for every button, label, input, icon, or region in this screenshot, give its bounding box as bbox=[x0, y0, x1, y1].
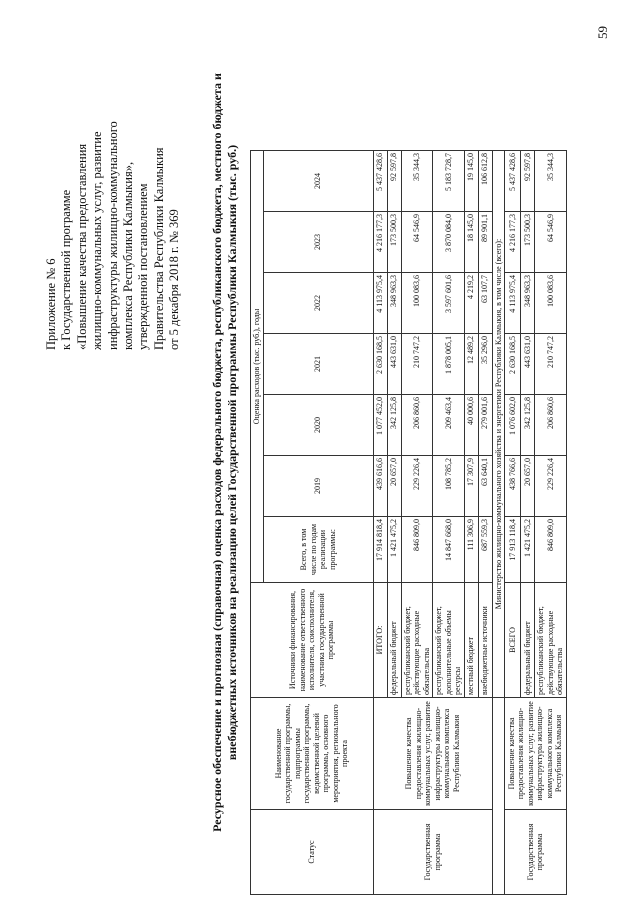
header-year: 2022 bbox=[263, 273, 373, 334]
source-cell: местный бюджет bbox=[464, 583, 478, 698]
appendix-line: «Повышение качества предоставления bbox=[74, 143, 89, 350]
value-cell: 3 597 601,6 bbox=[433, 273, 465, 334]
appendix-block bbox=[44, 20, 183, 350]
value-cell: 20 657,0 bbox=[387, 456, 401, 517]
value-cell: 687 559,3 bbox=[478, 517, 492, 583]
value-cell: 348 963,3 bbox=[387, 273, 401, 334]
value-cell: 1 076 602,0 bbox=[505, 395, 521, 456]
value-cell: 35 344,3 bbox=[535, 151, 567, 212]
header-year: 2023 bbox=[263, 212, 373, 273]
value-cell: 64 546,9 bbox=[401, 212, 433, 273]
appendix-line: комплекса Республики Калмыкия», bbox=[121, 161, 136, 350]
title-line: внебюджетных источников на реализацию целей Государственной программы Республики Калмыкия (тыс. руб.) bbox=[225, 144, 239, 761]
value-cell: 342 125,8 bbox=[387, 395, 401, 456]
source-cell: федеральный бюджет bbox=[521, 583, 535, 698]
value-cell: 846 809,0 bbox=[401, 517, 433, 583]
header-total: Всего, в том числе по годам реализации программы: bbox=[263, 517, 373, 583]
document-title bbox=[210, 0, 240, 905]
appendix-line: к Государственной программе bbox=[59, 189, 74, 350]
value-cell: 348 963,3 bbox=[521, 273, 535, 334]
value-cell: 846 809,0 bbox=[535, 517, 567, 583]
value-cell: 443 631,0 bbox=[521, 334, 535, 395]
source-cell: республиканский бюджет, действующие расходные обязательства bbox=[535, 583, 567, 698]
appendix-line: утвержденной постановлением bbox=[136, 183, 151, 350]
value-cell: 443 631,0 bbox=[387, 334, 401, 395]
value-cell: 40 000,6 bbox=[464, 395, 478, 456]
table-row bbox=[505, 151, 521, 895]
source-cell: республиканский бюджет, дополнительные объемы ресурсы bbox=[433, 583, 465, 698]
table-row bbox=[373, 151, 387, 895]
resource-table-wrap bbox=[250, 150, 567, 895]
value-cell: 111 306,9 bbox=[464, 517, 478, 583]
value-cell: 64 546,9 bbox=[535, 212, 567, 273]
value-cell: 17 914 818,4 bbox=[373, 517, 387, 583]
status-cell: Государственная программа bbox=[373, 810, 492, 895]
appendix-line: жилищно-коммунальных услуг, развитие bbox=[90, 131, 105, 350]
value-cell: 4 216 177,3 bbox=[505, 212, 521, 273]
value-cell: 438 766,6 bbox=[505, 456, 521, 517]
value-cell: 4 113 975,4 bbox=[505, 273, 521, 334]
value-cell: 106 612,8 bbox=[478, 151, 492, 212]
source-cell: федеральный бюджет bbox=[387, 583, 401, 698]
program-name-cell: Повышение качества предоставления жилищно-коммунальных услуг, развитие инфраструктуры жилищно-коммунального комплекса Республики Калмыкия bbox=[373, 698, 492, 810]
header-year: 2020 bbox=[263, 395, 373, 456]
value-cell: 17 913 118,4 bbox=[505, 517, 521, 583]
title-line: Ресурсное обеспечение и прогнозная (справочная) оценка расходов федерального бюджета, республиканского бюджета, местного бюджета и bbox=[210, 73, 224, 832]
value-cell: 108 785,2 bbox=[433, 456, 465, 517]
value-cell: 1 878 005,1 bbox=[433, 334, 465, 395]
appendix-line: от 5 декабря 2018 г. № 369 bbox=[167, 209, 182, 350]
page-number: 59 bbox=[595, 26, 610, 39]
value-cell: 5 183 728,7 bbox=[433, 151, 465, 212]
value-cell: 89 901,1 bbox=[478, 212, 492, 273]
source-cell: ВСЕГО bbox=[505, 583, 521, 698]
value-cell: 210 747,2 bbox=[401, 334, 433, 395]
value-cell: 63 640,1 bbox=[478, 456, 492, 517]
value-cell: 18 145,0 bbox=[464, 212, 478, 273]
value-cell: 35 344,3 bbox=[401, 151, 433, 212]
header-status: Статус bbox=[251, 810, 374, 895]
value-cell: 20 657,0 bbox=[521, 456, 535, 517]
value-cell: 342 125,8 bbox=[521, 395, 535, 456]
value-cell: 4 216 177,3 bbox=[373, 212, 387, 273]
value-cell: 206 860,6 bbox=[401, 395, 433, 456]
value-cell: 173 500,3 bbox=[521, 212, 535, 273]
appendix-line: Правительства Республики Калмыкия bbox=[151, 147, 166, 350]
value-cell: 2 630 168,5 bbox=[373, 334, 387, 395]
source-cell: ИТОГО: bbox=[373, 583, 387, 698]
value-cell: 63 107,7 bbox=[478, 273, 492, 334]
value-cell: 92 597,8 bbox=[387, 151, 401, 212]
value-cell: 279 001,6 bbox=[478, 395, 492, 456]
value-cell: 229 226,4 bbox=[401, 456, 433, 517]
value-cell: 1 421 475,2 bbox=[387, 517, 401, 583]
value-cell: 14 847 668,0 bbox=[433, 517, 465, 583]
value-cell: 19 145,0 bbox=[464, 151, 478, 212]
value-cell: 92 597,8 bbox=[521, 151, 535, 212]
value-cell: 5 437 428,6 bbox=[373, 151, 387, 212]
value-cell: 12 489,2 bbox=[464, 334, 478, 395]
value-cell: 3 870 084,0 bbox=[433, 212, 465, 273]
value-cell: 209 463,4 bbox=[433, 395, 465, 456]
source-cell: республиканский бюджет, действующие расходные обязательства bbox=[401, 583, 433, 698]
resource-table bbox=[250, 150, 567, 895]
value-cell: 5 437 428,6 bbox=[505, 151, 521, 212]
value-cell: 17 307,9 bbox=[464, 456, 478, 517]
header-year: 2019 bbox=[263, 456, 373, 517]
value-cell: 206 860,6 bbox=[535, 395, 567, 456]
header-source: Источники финансирования, наименование ответственного исполнителя, соисполнителя, участника государственной программы bbox=[251, 583, 374, 698]
ministry-blank-cell bbox=[492, 698, 505, 895]
value-cell: 210 747,2 bbox=[535, 334, 567, 395]
value-cell: 439 616,6 bbox=[373, 456, 387, 517]
value-cell: 4 219,2 bbox=[464, 273, 478, 334]
source-cell: внебюджетные источники bbox=[478, 583, 492, 698]
program-name-cell: Повышение качества предоставления жилищно-коммунальных услуг, развитие инфраструктуры жилищно-коммунального комплекса Республики Калмыкия bbox=[505, 698, 567, 810]
value-cell: 229 226,4 bbox=[535, 456, 567, 517]
header-year: 2024 bbox=[263, 151, 373, 212]
value-cell: 100 083,6 bbox=[535, 273, 567, 334]
ministry-cell: Министерство жилищно-коммунального хозяйства и энергетики Республики Калмыкия, в том числе (всего): bbox=[492, 151, 505, 698]
value-cell: 173 500,3 bbox=[387, 212, 401, 273]
value-cell: 35 296,0 bbox=[478, 334, 492, 395]
value-cell: 100 083,6 bbox=[401, 273, 433, 334]
ministry-row bbox=[492, 151, 505, 895]
value-cell: 1 077 452,0 bbox=[373, 395, 387, 456]
header-year: 2021 bbox=[263, 334, 373, 395]
value-cell: 2 630 168,5 bbox=[505, 334, 521, 395]
value-cell: 1 421 475,2 bbox=[521, 517, 535, 583]
appendix-line: инфраструктуры жилищно-коммунального bbox=[105, 121, 120, 350]
value-cell: 4 113 975,4 bbox=[373, 273, 387, 334]
header-name: Наименование государственной программы, подпрограммы государственной программы, ведомственной целевой программы, основного мероприятия, регионального проекта bbox=[251, 698, 374, 810]
status-cell: Государственная программа bbox=[505, 810, 567, 895]
appendix-line: Приложение № 6 bbox=[44, 258, 58, 350]
header-estimate-group: Оценка расходов (тыс. руб.), годы bbox=[251, 151, 264, 583]
